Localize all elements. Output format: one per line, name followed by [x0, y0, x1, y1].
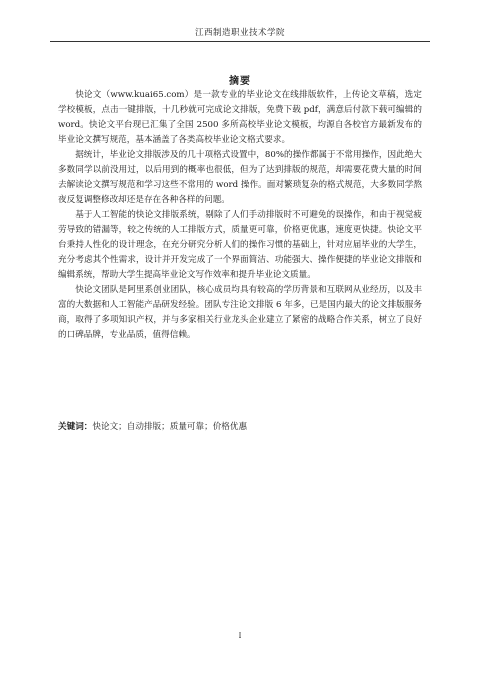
page-header: 江西制造职业技术学院: [194, 28, 285, 38]
abstract-paragraph-2: 据统计，毕业论文排版涉及的几十项格式设置中，80%的操作都属于不常用操作，因此绝大多数同学以前没用过，以后用到的概率也很低，但为了达到排版的规范，却需要花费大量的时间去解读论文撰写规范和学习这些不常用的 word 操作。面对繁琐复杂的格式规范，大多数同学熬夜反复调整修改却还是存在各种各样的问题。: [58, 150, 422, 205]
abstract-paragraph-1: 快论文（www.kuai65.com）是一款专业的毕业论文在线排版软件，上传论文草稿，选定学校模板，点击一键排版，十几秒就可完成论文排版，免费下载 pdf，满意后付款下载可编辑的 word。快论文平台现已汇集了全国 2500 多所高校毕业论文模板，均源自各校官方最新发布的毕业论文撰写规范，基本涵盖了各类高校毕业论文格式要求。: [58, 90, 422, 145]
keywords-line: [58, 420, 422, 435]
abstract-paragraph-3: 基于人工智能的快论文排版系统，剔除了人们手动排版时不可避免的误操作，和由于视觉疲劳导致的错漏等，较之传统的人工排版方式，质量更可靠，价格更优惠，速度更快捷。快论文平台秉持人性化的设计理念，在充分研究分析人们的操作习惯的基础上，针对应届毕业的大学生，充分考虑其个性需求，设计并开发完成了一个界面简洁、功能强大、操作便捷的毕业论文排版和编辑系统，帮助大学生提高毕业论文写作效率和提升毕业论文质量。: [58, 210, 422, 280]
page-number: I: [238, 632, 242, 640]
abstract-paragraph-4: 快论文团队是阿里系创业团队，核心成员均具有较高的学历背景和互联网从业经历，以及丰富的大数据和人工智能产品研发经验。团队专注论文排版 6 年多，已是国内最大的论文排版服务商，取得了多项知识产权，并与多家相关行业龙头企业建立了紧密的战略合作关系，树立了良好的口碑品牌，专业品质，值得信赖。: [58, 285, 422, 340]
header-rule: [50, 41, 430, 42]
keywords-text: 快论文；自动排版；质量可靠；价格优惠: [92, 422, 248, 432]
abstract-body: [58, 88, 422, 343]
keywords-label: 关键词：: [58, 422, 93, 432]
abstract-title: 摘要: [229, 76, 251, 87]
